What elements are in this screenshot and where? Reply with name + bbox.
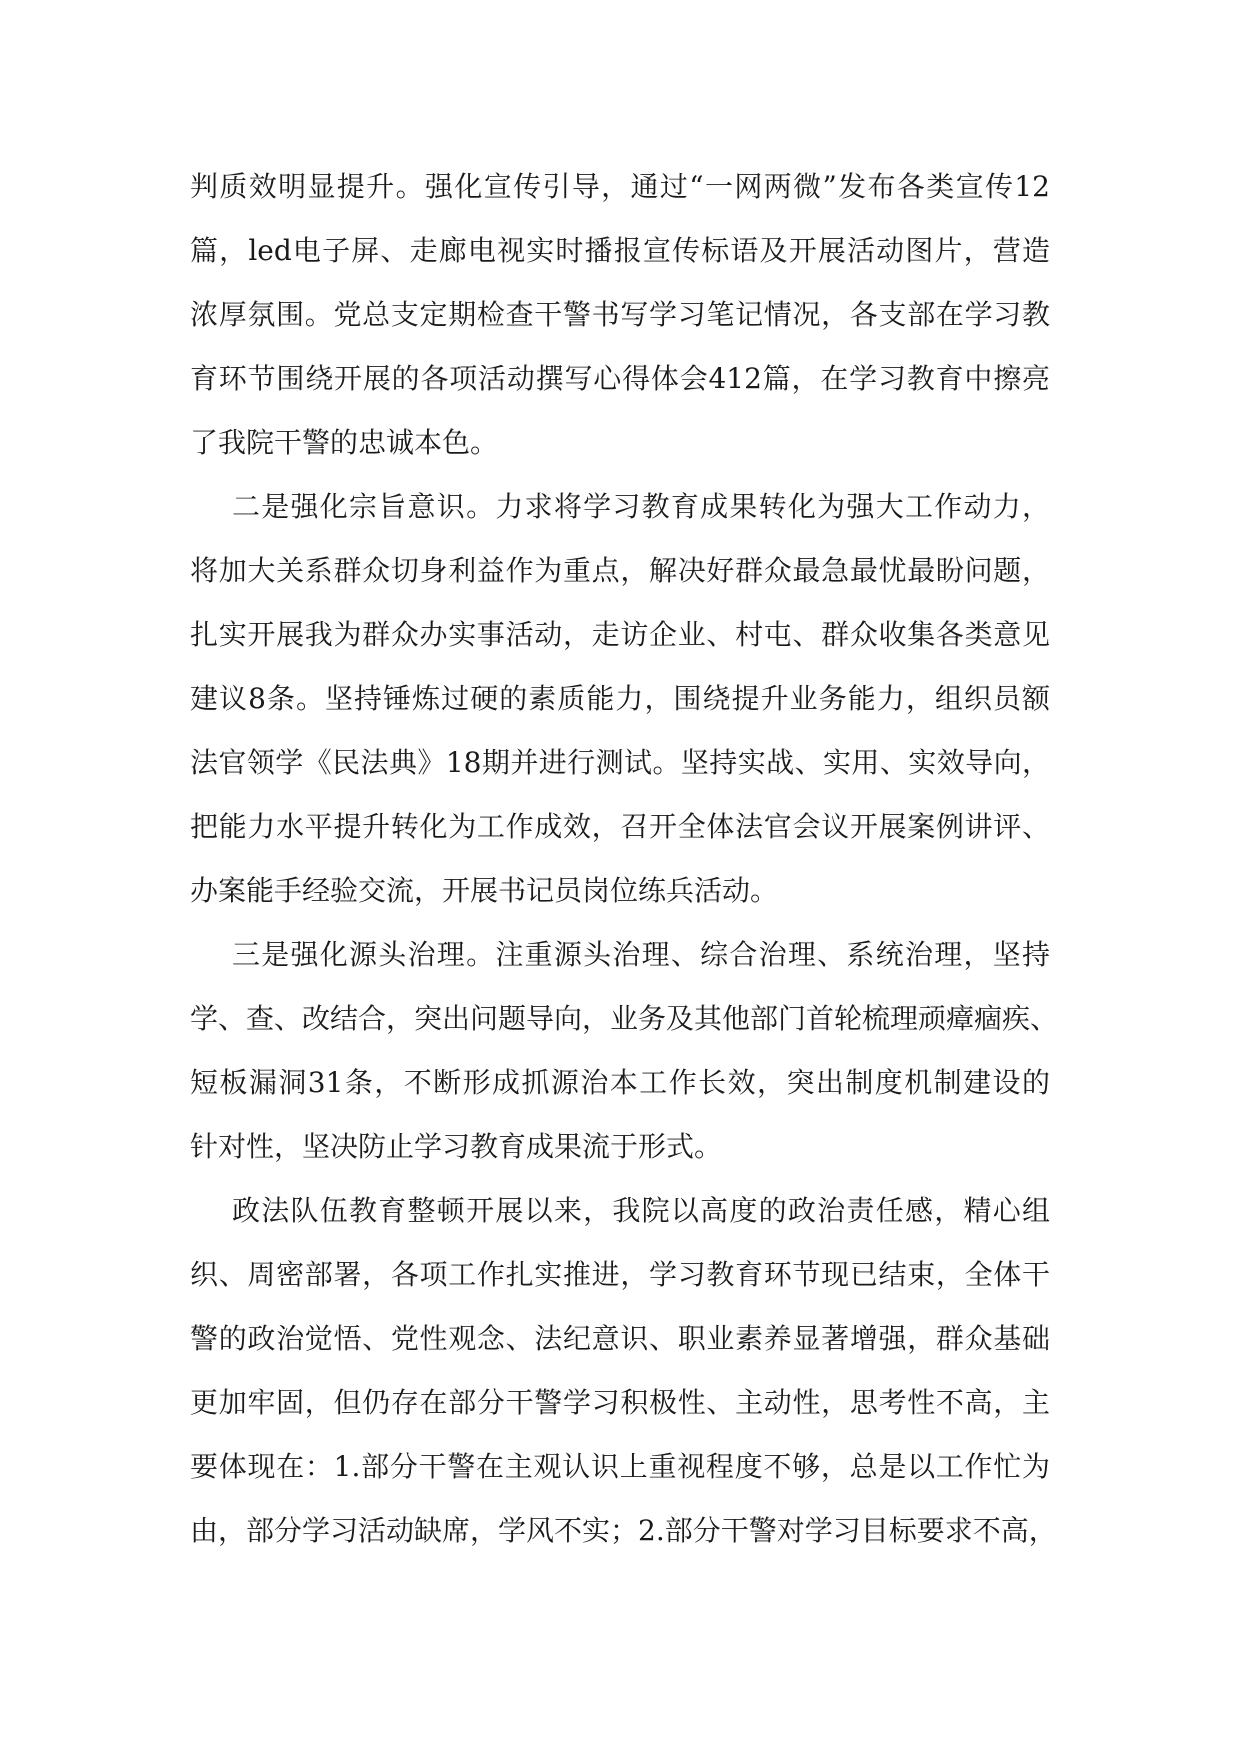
text-line: 把能力水平提升转化为工作成效，召开全体法官会议开展案例讲评、 [190,810,1050,843]
text-line: 将加大关系群众切身利益作为重点，解决好群众最急最忧最盼问题， [190,554,1050,587]
text-line: 由，部分学习活动缺席，学风不实；2.部分干警对学习目标要求不高， [190,1514,1057,1547]
text-line: 更加牢固，但仍存在部分干警学习积极性、主动性，思考性不高，主 [190,1386,1050,1419]
text-line: 警的政治觉悟、党性观念、法纪意识、职业素养显著增强，群众基础 [190,1322,1050,1355]
text-line: 短板漏洞31条，不断形成抓源治本工作长效，突出制度机制建设的 [190,1066,1050,1099]
text-line: 育环节围绕开展的各项活动撰写心得体会412篇，在学习教育中擦亮 [190,362,1050,395]
text-line: 法官领学《民法典》18期并进行测试。坚持实战、实用、实效导向， [190,746,1050,779]
text-line: 办案能手经验交流，开展书记员岗位练兵活动。 [190,874,779,907]
text-line: 织、周密部署，各项工作扎实推进，学习教育环节现已结束，全体干 [190,1258,1050,1291]
text-line: 政法队伍教育整顿开展以来，我院以高度的政治责任感，精心组 [232,1194,1050,1227]
text-line: 建议8条。坚持锤炼过硬的素质能力，围绕提升业务能力，组织员额 [190,682,1050,715]
text-line: 针对性，坚决防止学习教育成果流于形式。 [190,1130,723,1163]
body-text [190,155,1059,1563]
text-line: 三是强化源头治理。注重源头治理、综合治理、系统治理，坚持 [232,938,1050,971]
text-line: 篇，led电子屏、走廊电视实时播报宣传标语及开展活动图片，营造 [190,234,1050,267]
text-line: 浓厚氛围。党总支定期检查干警书写学习笔记情况，各支部在学习教 [190,298,1050,331]
text-line: 要体现在：1.部分干警在主观认识上重视程度不够，总是以工作忙为 [190,1450,1050,1483]
text-line: 判质效明显提升。强化宣传引导，通过“一网两微”发布各类宣传12 [190,170,1050,203]
text-line: 了我院干警的忠诚本色。 [190,426,499,459]
text-line: 扎实开展我为群众办实事活动，走访企业、村屯、群众收集各类意见 [190,618,1050,651]
text-line: 学、查、改结合，突出问题导向，业务及其他部门首轮梳理顽瘴痼疾、 [190,1002,1059,1035]
text-line: 二是强化宗旨意识。力求将学习教育成果转化为强大工作动力， [232,490,1050,523]
